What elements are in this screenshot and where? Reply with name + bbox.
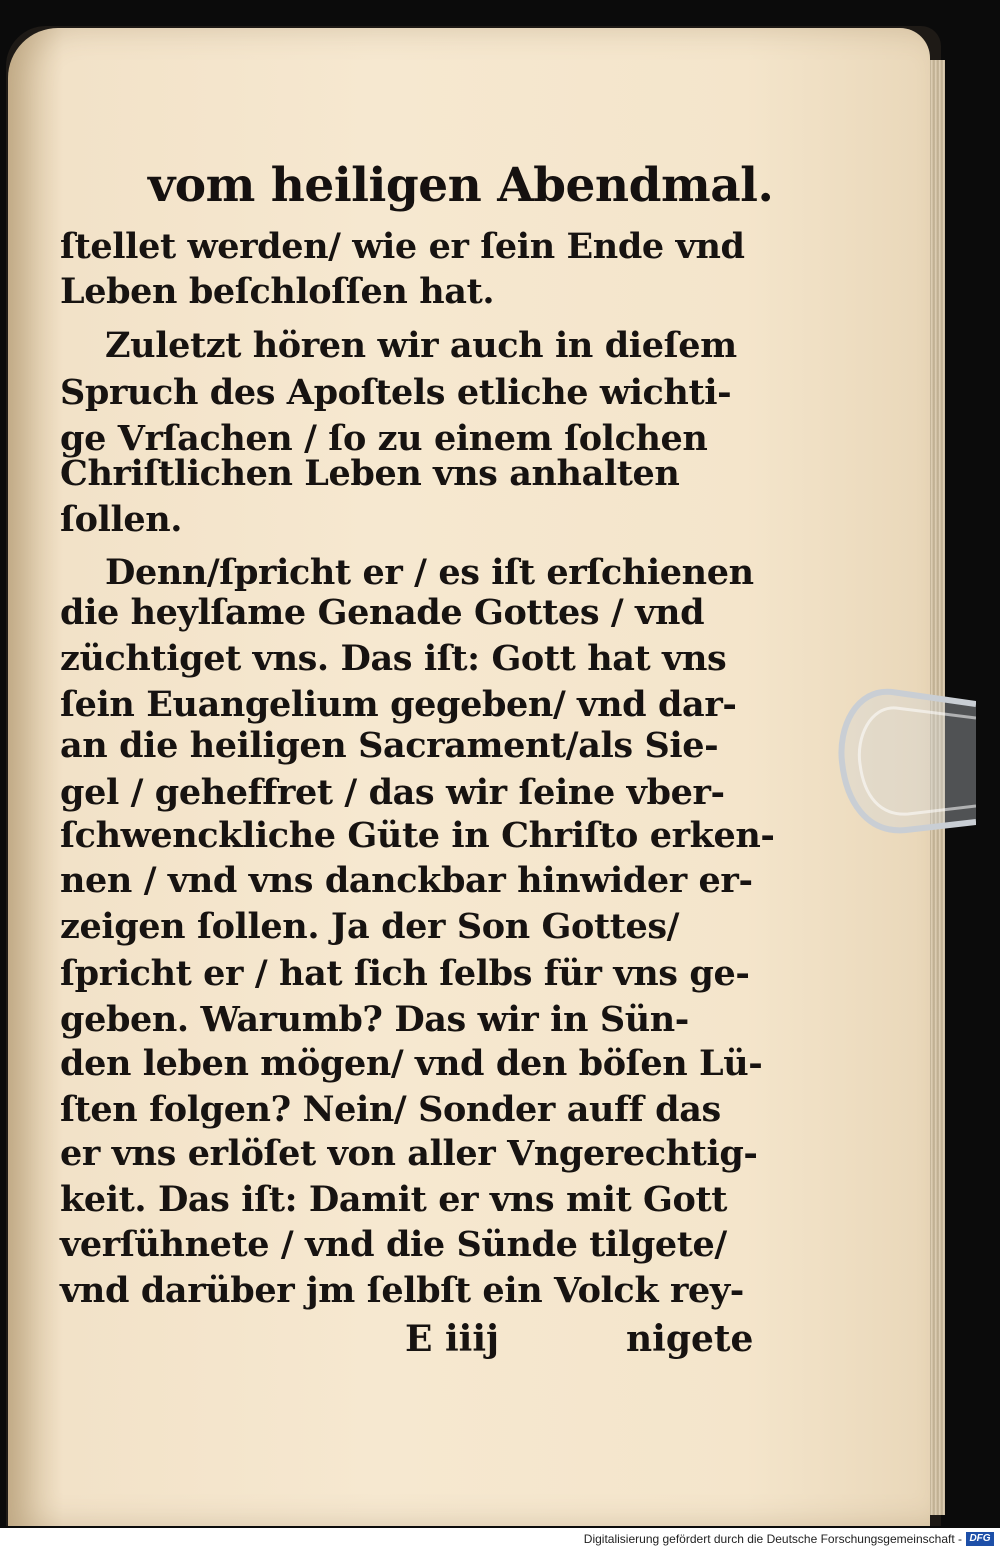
text-line: ſpricht er / hat ſich ſelbs für vns ge-: [60, 953, 750, 994]
text-line: züchtiget vns. Das iſt: Gott hat vns: [60, 638, 727, 679]
text-line: die heylſame Genade Gottes / vnd: [60, 592, 705, 633]
text-line: Denn/ſpricht er / es iſt erſchienen: [105, 552, 754, 593]
text-line: vnd darüber jm ſelbſt ein Volck rey-: [60, 1270, 744, 1311]
text-line: ſtellet werden/ wie er ſein Ende vnd: [60, 226, 745, 267]
text-line: keit. Das iſt: Damit er vns mit Gott: [60, 1179, 728, 1220]
text-line: ſein Euangelium gegeben/ vnd dar-: [60, 684, 737, 725]
running-head: vom heiligen Abendmal.: [148, 158, 774, 213]
text-line: geben. Warumb? Das wir in Sün-: [60, 999, 689, 1040]
text-line: den leben mögen/ vnd den böſen Lü-: [60, 1043, 763, 1084]
text-line: ſten folgen? Nein/ Sonder auff das: [60, 1089, 721, 1130]
text-line: gel / geheffret / das wir ſeine vber-: [60, 772, 725, 813]
text-line: Zuletzt hören wir auch in dieſem: [105, 325, 737, 366]
text-line: an die heiligen Sacrament/als Sie-: [60, 725, 719, 766]
text-line: Chriſtlichen Leben vns anhalten: [60, 453, 680, 494]
footer-bar: [0, 1528, 1000, 1551]
signature-mark: E iiij: [405, 1318, 500, 1360]
text-line: ſollen.: [60, 499, 183, 540]
dfg-logo-icon: DFG: [966, 1532, 994, 1546]
page-clip-icon: [836, 688, 976, 836]
catchword: nigete: [626, 1318, 754, 1360]
text-line: nen / vnd vns danckbar hinwider er-: [60, 860, 753, 901]
footer-credit: Digitalisierung gefördert durch die Deutsche Forschungsgemeinschaft -: [583, 1532, 962, 1546]
text-line: zeigen ſollen. Ja der Son Gottes/: [60, 906, 680, 947]
text-line: ge Vrſachen / ſo zu einem ſolchen: [60, 418, 708, 459]
text-line: er vns erlöſet von aller Vngerechtig-: [60, 1133, 758, 1174]
text-line: Leben beſchloſſen hat.: [60, 271, 495, 312]
text-line: verſühnete / vnd die Sünde tilgete/: [60, 1224, 727, 1265]
text-line: ſchwenckliche Güte in Chriſto erken-: [60, 815, 775, 856]
text-line: Spruch des Apoſtels etliche wichti-: [60, 372, 732, 413]
